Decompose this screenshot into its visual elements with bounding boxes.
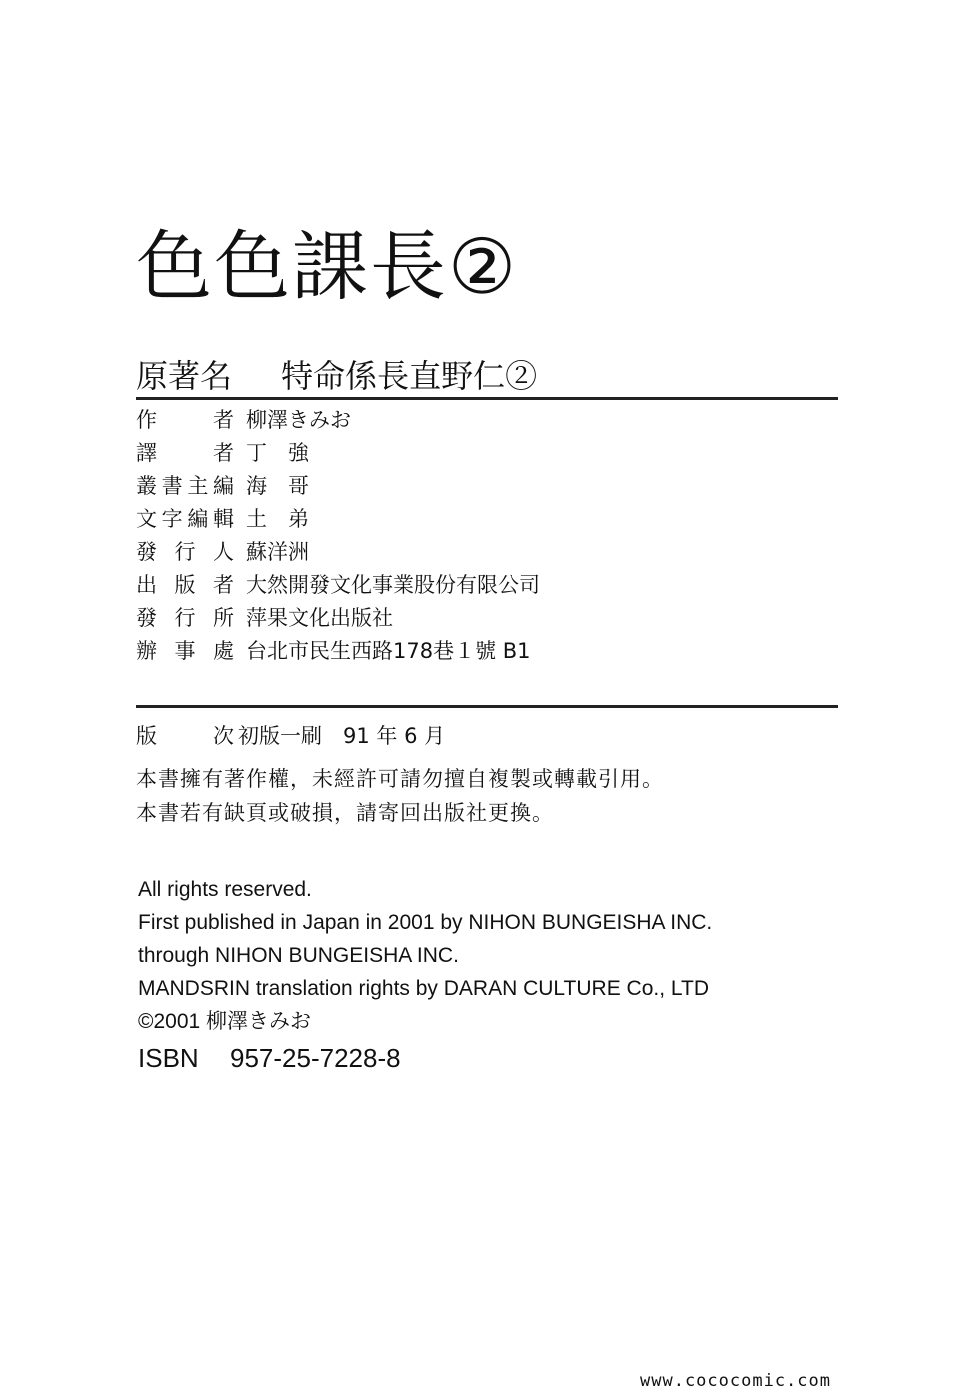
credit-author — [136, 404, 540, 437]
copyright-line: ©2001 柳澤きみお — [138, 1010, 312, 1033]
credit-label: 發行所 — [136, 606, 234, 630]
credits-list — [136, 404, 540, 668]
divider-middle — [136, 705, 838, 708]
book-title: 色色課長② — [136, 222, 519, 311]
credit-label: 作 者 — [136, 408, 234, 432]
credit-office — [136, 635, 540, 668]
rights-line: through NIHON BUNGEISHA INC. — [138, 944, 459, 967]
edition-value: 初版一刷 91 年 6 月 — [238, 724, 446, 748]
edition-label: 版 次 — [136, 724, 234, 748]
isbn-label: ISBN — [138, 1043, 199, 1073]
credit-label: 辦事處 — [136, 639, 234, 663]
damage-notice: 本書若有缺頁或破損，請寄回出版社更換。 — [136, 801, 554, 825]
credit-value: 萍果文化出版社 — [246, 606, 393, 630]
credit-value: 土 弟 — [246, 507, 309, 531]
divider-top — [136, 397, 838, 400]
original-title — [136, 356, 537, 396]
watermark: www.cococomic.com — [640, 1371, 831, 1391]
copyright-notice: 本書擁有著作權，未經許可請勿擅自複製或轉載引用。 — [136, 767, 664, 791]
edition-line — [136, 719, 445, 753]
credit-value: 蘇洋洲 — [246, 540, 309, 564]
original-title-value: 特命係長直野仁② — [281, 357, 538, 395]
original-title-label: 原著名 — [136, 357, 233, 395]
credit-value: 海 哥 — [246, 474, 309, 498]
credit-label: 譯 者 — [136, 441, 234, 465]
credit-series-editor — [136, 470, 540, 503]
credit-publisher — [136, 569, 540, 602]
isbn-value: 957-25-7228-8 — [230, 1043, 401, 1073]
credit-distributor — [136, 602, 540, 635]
rights-line: MANDSRIN translation rights by DARAN CULTURE Co., LTD — [138, 977, 710, 1000]
credit-publisher-person — [136, 536, 540, 569]
credit-text-editor — [136, 503, 540, 536]
credit-value: 大然開發文化事業股份有限公司 — [246, 573, 540, 597]
isbn — [138, 1040, 401, 1076]
credit-value: 台北市民生西路178巷１號 B1 — [246, 639, 531, 663]
credit-label: 叢書主編 — [136, 474, 234, 498]
credit-label: 發行人 — [136, 540, 234, 564]
credit-translator — [136, 437, 540, 470]
credit-label: 文字編輯 — [136, 507, 234, 531]
credit-value: 丁 強 — [246, 441, 309, 465]
credit-label: 出版者 — [136, 573, 234, 597]
rights-line: All rights reserved. — [138, 878, 312, 901]
credit-value: 柳澤きみお — [246, 408, 351, 432]
rights-line: First published in Japan in 2001 by NIHON BUNGEISHA INC. — [138, 911, 713, 934]
